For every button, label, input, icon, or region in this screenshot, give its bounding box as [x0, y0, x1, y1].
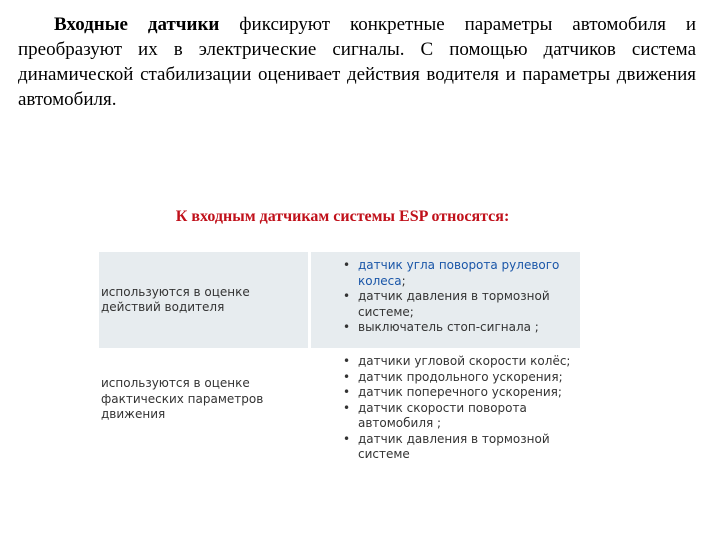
row-label-cell: [99, 252, 308, 348]
list-item-text: датчик скорости поворота автомобиля ;: [358, 400, 527, 430]
row-items-cell: [311, 252, 580, 348]
list-item: [341, 320, 572, 336]
list-item-text: датчик угла поворота рулевого колеса: [358, 258, 560, 288]
row-items-cell: [311, 352, 580, 467]
row-label: используются в оценке действий водителя: [101, 284, 250, 314]
table-row: [99, 352, 580, 467]
list-item: [341, 258, 572, 289]
intro-text: фиксируют конкретные параметры автомобиля и преобразуют их в электрические сигналы. С помощью датчиков система динамической стабилизации оценивает действия водителя и параметры движения автомобиля.: [18, 14, 697, 110]
list-item-suffix: ;: [530, 320, 539, 334]
list-item: [341, 370, 572, 386]
list-item-text: датчик давления в тормозной системе: [358, 431, 550, 461]
list-item: [341, 401, 572, 432]
list-item-text: датчик давления в тормозной системе;: [358, 289, 550, 319]
list-item-text: выключатель стоп-сигнала: [358, 320, 531, 334]
list-item-text: датчик поперечного ускорения;: [358, 385, 562, 399]
section-heading: К входным датчикам системы ESP относятся:: [175, 208, 510, 225]
intro-paragraph: [18, 12, 696, 112]
sensor-list: [341, 354, 572, 463]
list-item: [341, 385, 572, 401]
list-item: [341, 354, 572, 370]
sensor-list: [341, 258, 572, 336]
list-item-suffix: ;: [401, 273, 406, 288]
list-item-text: датчик продольного ускорения;: [358, 369, 563, 384]
table-row: [99, 252, 580, 348]
list-item: [341, 432, 572, 463]
list-item-text: датчики угловой скорости колёс;: [358, 354, 571, 368]
row-label-cell: [99, 352, 308, 467]
row-label: используются в оценке фактических параметров движения: [101, 376, 264, 421]
sensors-table: [99, 252, 580, 467]
intro-bold-lead: Входные датчики: [54, 14, 220, 35]
list-item: [341, 289, 572, 320]
